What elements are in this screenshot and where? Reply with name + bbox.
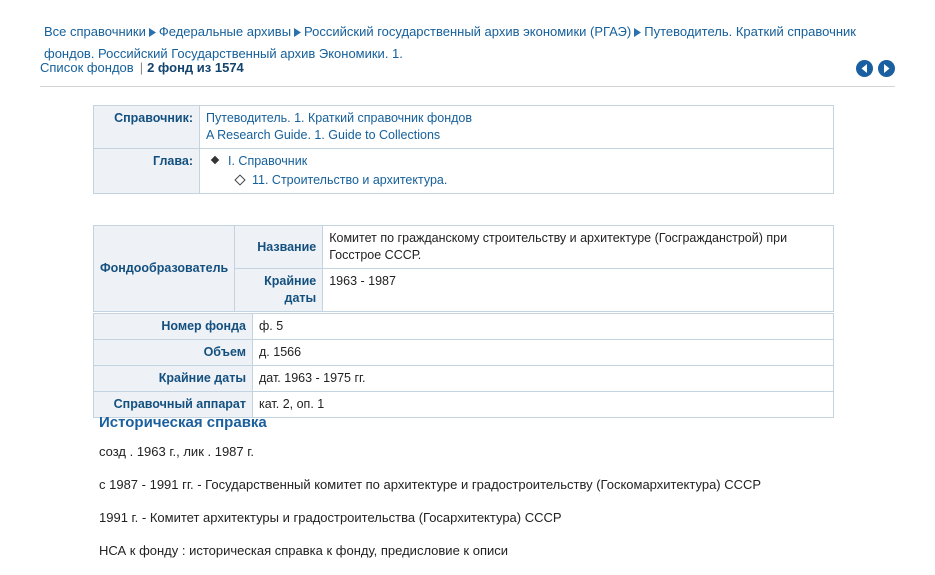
history-paragraph: созд . 1963 г., лик . 1987 г. <box>99 444 255 459</box>
guide-value <box>200 106 834 149</box>
table-row <box>94 106 834 149</box>
prev-record-button[interactable] <box>856 60 873 77</box>
record-nav <box>851 60 895 77</box>
table-row <box>94 314 834 340</box>
fund-dates-value: дат. 1963 - 1975 гг. <box>253 366 834 392</box>
diamond-bullet-icon <box>211 156 219 164</box>
guide-title-ru: Путеводитель. 1. Краткий справочник фондов <box>206 111 473 125</box>
chevron-right-icon <box>291 23 304 43</box>
chapter-level2-label: 11. Строительство и архитектура. <box>252 173 448 187</box>
historical-reference-body <box>99 443 859 575</box>
table-row <box>94 340 834 366</box>
chapter-value <box>200 149 834 194</box>
breadcrumb <box>44 22 904 64</box>
fund-apparatus-value: кат. 2, оп. 1 <box>253 392 834 418</box>
fund-number-value: ф. 5 <box>253 314 834 340</box>
history-paragraph: 1991 г. - Комитет архитектуры и градостроительства (Госархитектура) СССР <box>99 510 562 525</box>
chapter-level1[interactable] <box>206 153 827 170</box>
breadcrumb-item-3[interactable]: Путеводитель. Краткий справочник фондов. Российский Государственный архив Экономики. 1. <box>44 24 856 61</box>
breadcrumb-item-0[interactable]: Все справочники <box>44 24 146 39</box>
fund-dates-label: Крайние даты <box>94 366 253 392</box>
table-row <box>94 149 834 194</box>
founder-dates-value: 1963 - 1987 <box>323 269 834 312</box>
history-paragraph: НСА к фонду : историческая справка к фонду, предисловие к описи <box>99 543 509 558</box>
fund-counter: 2 фонд из 1574 <box>147 60 244 75</box>
fund-details-table <box>93 313 834 418</box>
fund-volume-label: Объем <box>94 340 253 366</box>
founder-name-value: Комитет по гражданскому строительству и архитектуре (Госгражданстрой) при Госстрое СССР. <box>323 226 834 269</box>
historical-reference-title: Историческая справка <box>99 414 267 431</box>
chapter-label: Глава: <box>94 149 200 194</box>
guide-title-en: A Research Guide. 1. Guide to Collections <box>206 128 441 142</box>
diamond-outline-bullet-icon <box>234 174 245 185</box>
founder-table <box>93 225 834 312</box>
chapter-level2[interactable] <box>206 172 827 189</box>
next-record-button[interactable] <box>878 60 895 77</box>
founder-label: Фондообразователь <box>94 226 235 312</box>
history-paragraph: с 1987 - 1991 гг. - Государственный комитет по архитектуре и градостроительству (Госкомархитектура) СССР <box>99 477 762 492</box>
founder-dates-label: Крайние даты <box>235 269 323 312</box>
table-row <box>94 366 834 392</box>
chevron-right-icon <box>146 23 159 43</box>
fund-number-label: Номер фонда <box>94 314 253 340</box>
breadcrumb-item-1[interactable]: Федеральные архивы <box>158 24 292 39</box>
breadcrumb-item-2[interactable]: Российский государственный архив экономики (РГАЭ) <box>304 24 632 39</box>
fund-volume-value: д. 1566 <box>253 340 834 366</box>
subheader <box>40 60 895 86</box>
subheader-divider: | <box>139 60 144 75</box>
fund-list-link[interactable]: Список фондов <box>40 60 134 75</box>
chapter-level1-label: I. Справочник <box>228 154 308 168</box>
fund-apparatus-label: Справочный аппарат <box>94 392 253 418</box>
guide-label: Справочник: <box>94 106 200 149</box>
chevron-right-icon <box>631 23 644 43</box>
left-rail <box>0 0 26 548</box>
guide-table <box>93 105 834 194</box>
header-divider <box>40 86 895 87</box>
founder-name-label: Название <box>235 226 323 269</box>
table-row <box>94 226 834 269</box>
